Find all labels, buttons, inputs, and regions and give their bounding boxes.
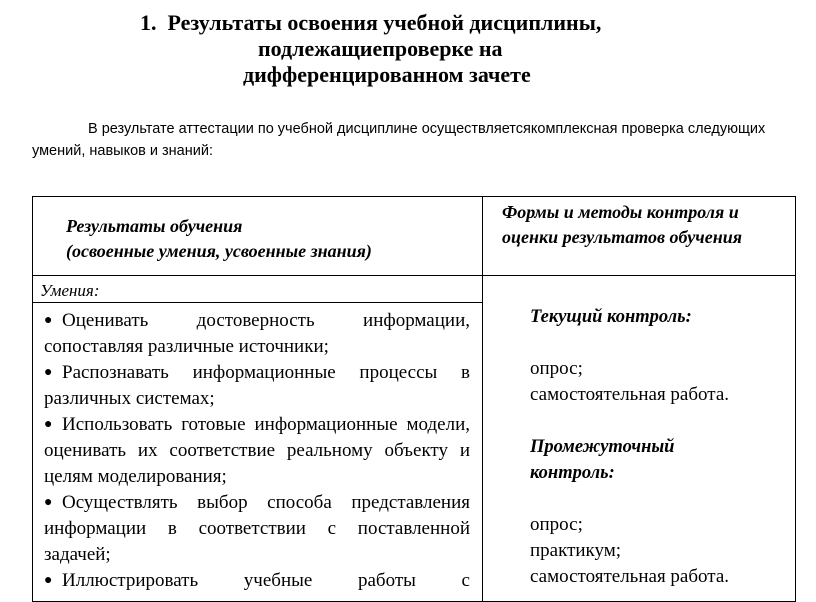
intermediate-control-item: опрос; (530, 514, 583, 535)
control-methods (530, 304, 800, 590)
intermediate-control-item: практикум; (530, 540, 622, 561)
skills-label-divider (32, 302, 482, 303)
table-column-divider (482, 196, 483, 602)
current-control-title: Текущий контроль: (530, 307, 692, 327)
list-item: ● Осуществлять выбор способа представления информации в соответствии с поставленной задачей; (44, 492, 470, 565)
table-header-divider (32, 275, 796, 276)
bullet-icon: ● (44, 365, 53, 380)
bullet-icon: ● (44, 417, 53, 432)
list-item: ● Иллюстрировать учебные работы с (44, 568, 470, 594)
list-item: ● Использовать готовые информационные модели, оценивать их соответствие реальному объекту и целям моделирования; (44, 414, 470, 487)
header-control-methods: Формы и методы контроля и оценки результатов обучения (502, 202, 743, 247)
current-control-item: самостоятельная работа. (530, 384, 729, 405)
title-number: 1. (140, 10, 157, 35)
title-line-1: Результаты освоения учебной дисциплины, (167, 10, 602, 35)
skills-label: Умения: (40, 281, 100, 300)
header-learning-results: Результаты обучения (освоенные умения, усвоенные знания) (66, 216, 372, 261)
bullet-icon: ● (44, 313, 53, 328)
intro-paragraph: В результате аттестации по учебной дисциплине осуществляетсякомплексная проверка следующих умений, навыков и знаний: (32, 121, 766, 159)
list-item: ● Оценивать достоверность информации, сопоставляя различные источники; (44, 310, 470, 357)
skills-list (44, 308, 470, 594)
title-line-3: дифференцированном зачете (243, 62, 531, 87)
bullet-icon: ● (44, 495, 53, 510)
list-item: ● Распознавать информационные процессы в различных системах; (44, 362, 470, 409)
title-line-2: подлежащиепроверке на (258, 36, 503, 61)
current-control-item: опрос; (530, 358, 583, 379)
intermediate-control-item: самостоятельная работа. (530, 566, 729, 587)
intermediate-control-title: Промежуточный контроль: (530, 437, 675, 483)
bullet-icon: ● (44, 573, 53, 588)
